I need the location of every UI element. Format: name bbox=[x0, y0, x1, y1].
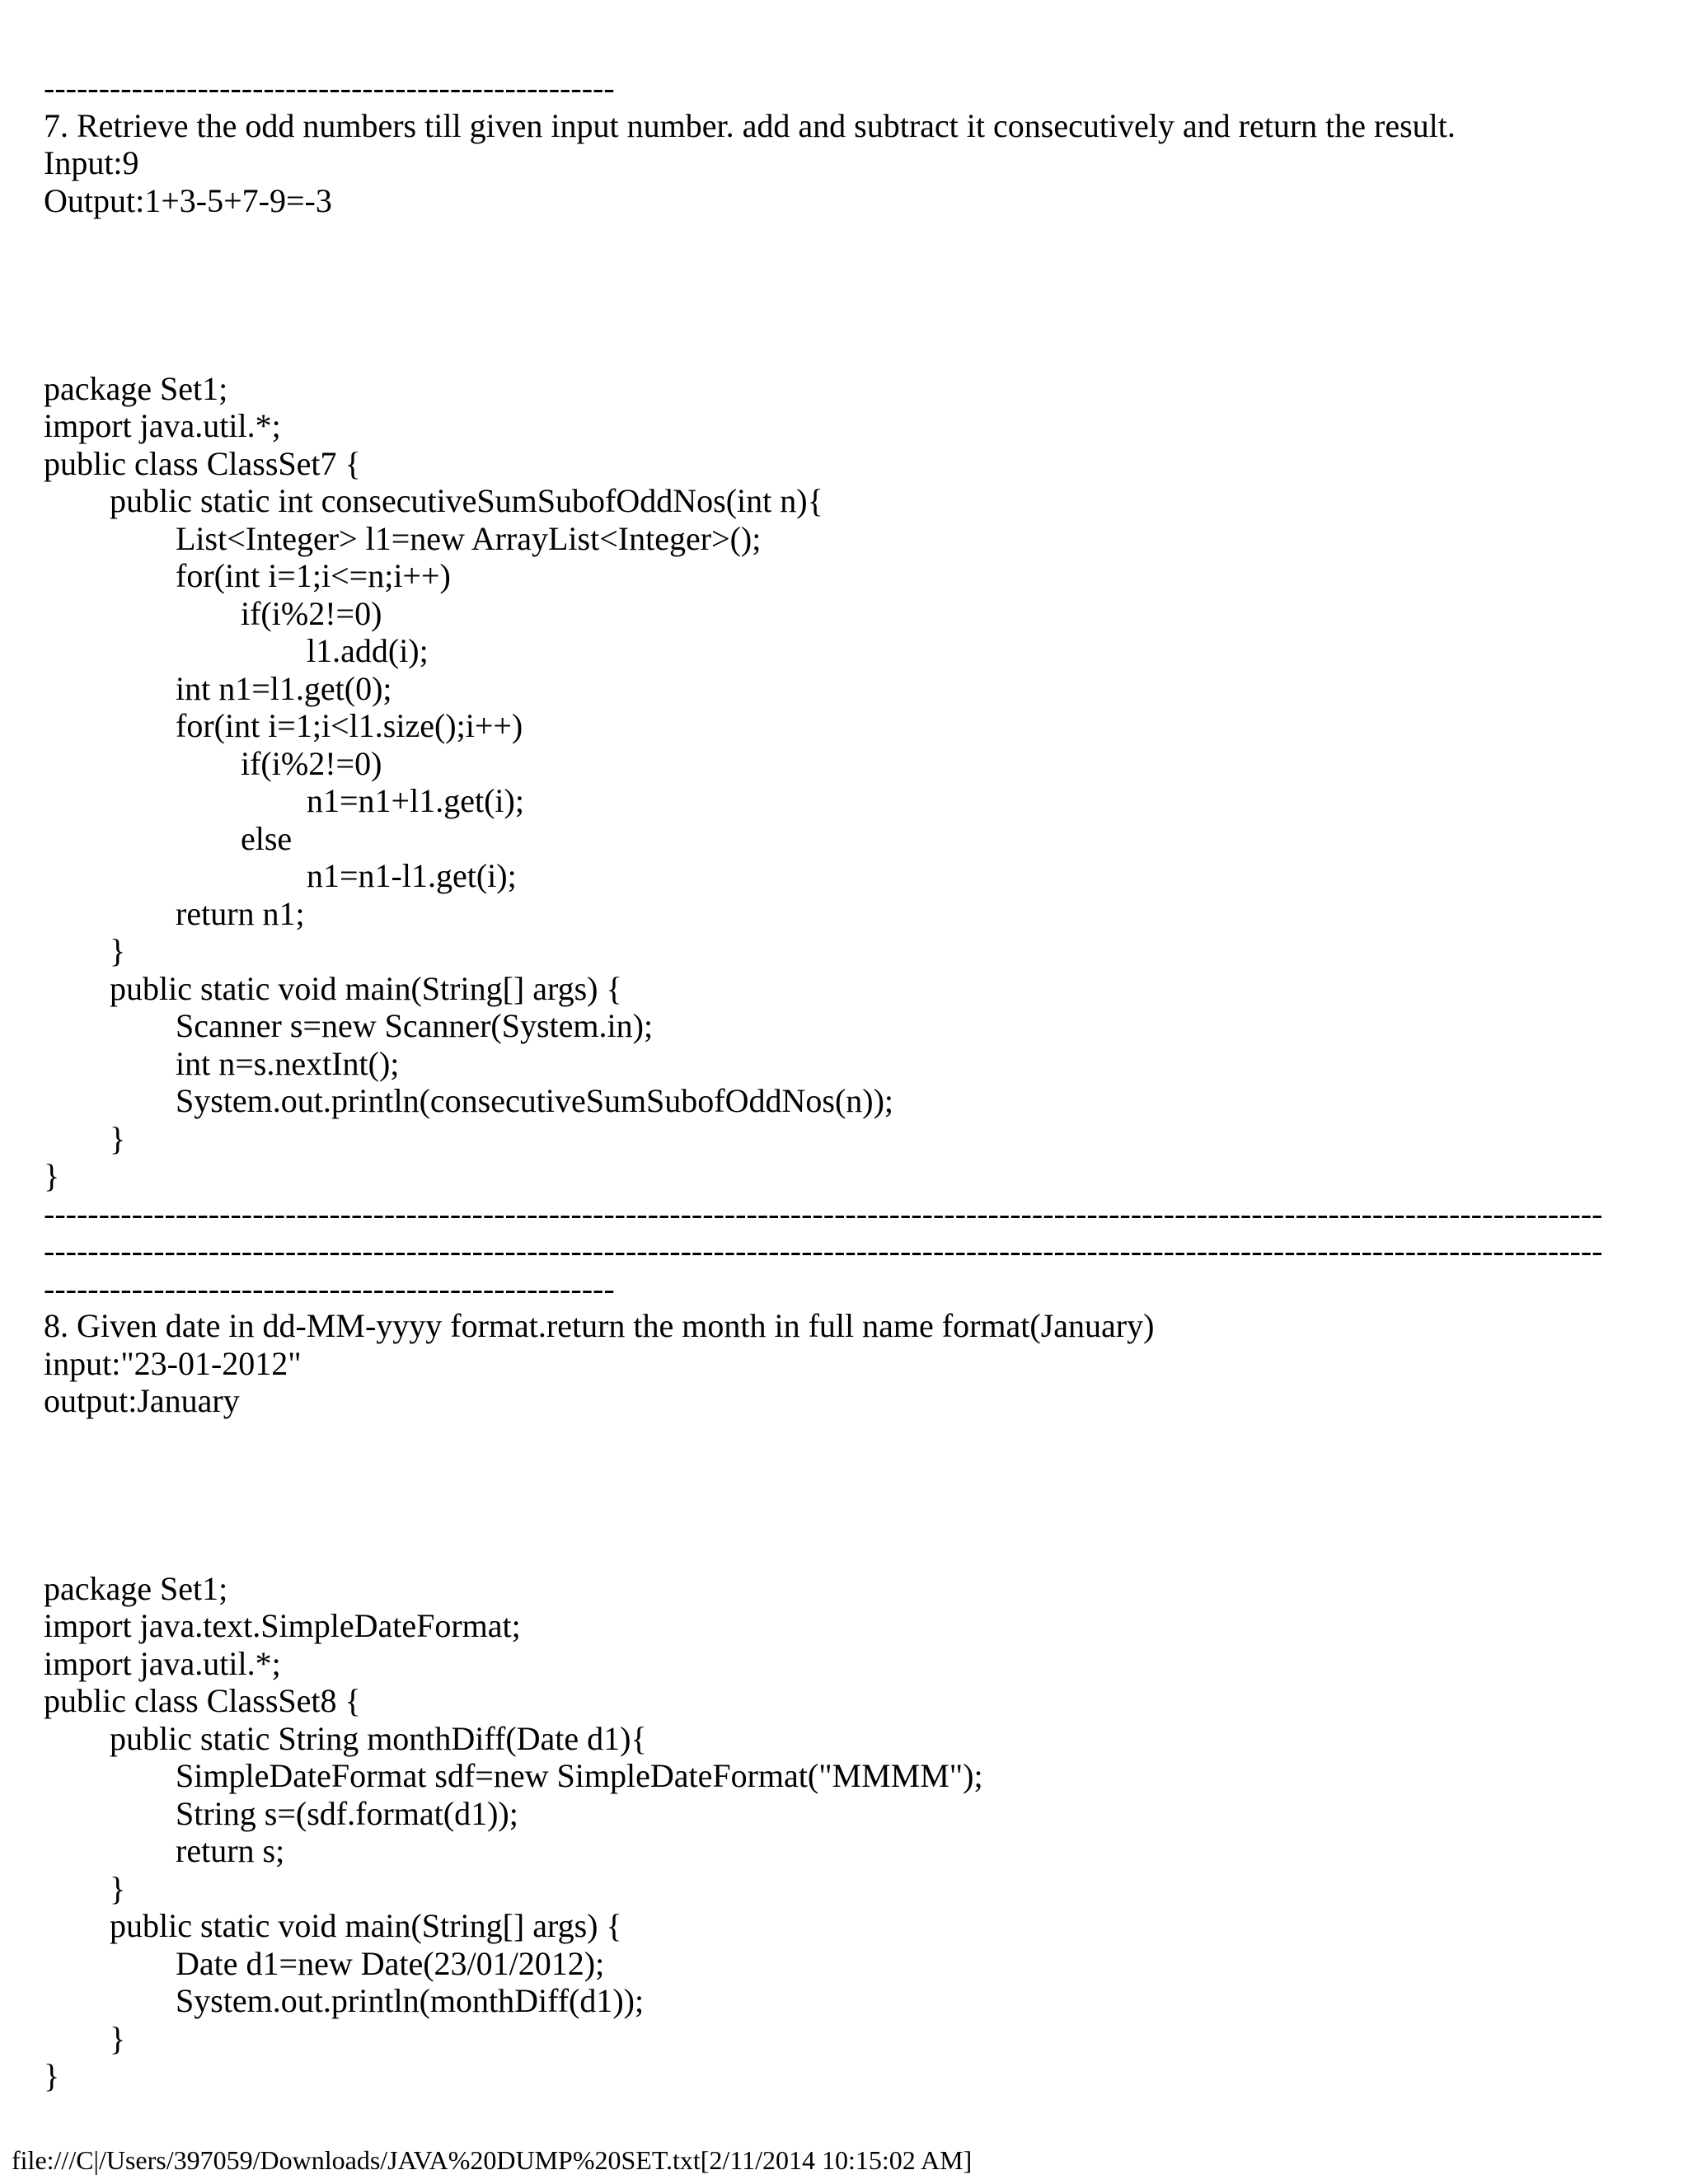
code-line: public static String monthDiff(Date d1){ bbox=[110, 1720, 647, 1757]
code-line: package Set1; bbox=[44, 1570, 228, 1607]
question-8-input: input:"23-01-2012" bbox=[44, 1345, 302, 1382]
code-line: return s; bbox=[176, 1832, 285, 1869]
code-line: for(int i=1;i<l1.size();i++) bbox=[176, 707, 523, 744]
code-line: String s=(sdf.format(d1)); bbox=[176, 1795, 518, 1832]
code-line: for(int i=1;i<=n;i++) bbox=[176, 557, 451, 594]
code-line: else bbox=[241, 820, 293, 857]
code-line: public static int consecutiveSumSubofOddNos(int n){ bbox=[110, 482, 823, 519]
code-line: System.out.println(monthDiff(d1)); bbox=[176, 1982, 645, 2019]
code-line: return n1; bbox=[176, 895, 305, 932]
code-line: n1=n1+l1.get(i); bbox=[307, 782, 524, 819]
separator-rule: ---------------------------------------------------------------------------------------------------------------------------------------------- bbox=[44, 1232, 1603, 1269]
code-line: } bbox=[110, 1120, 126, 1157]
code-line: public static void main(String[] args) { bbox=[110, 970, 622, 1007]
code-line: } bbox=[44, 2057, 60, 2094]
code-line: Date d1=new Date(23/01/2012); bbox=[176, 1945, 605, 1982]
code-line: SimpleDateFormat sdf=new SimpleDateFormat("MMMM"); bbox=[176, 1757, 983, 1794]
code-line: List<Integer> l1=new ArrayList<Integer>(); bbox=[176, 520, 762, 557]
code-line: Scanner s=new Scanner(System.in); bbox=[176, 1007, 654, 1044]
code-line: l1.add(i); bbox=[307, 632, 429, 669]
code-line: import java.util.*; bbox=[44, 1645, 281, 1682]
separator-rule: ---------------------------------------------------- bbox=[44, 69, 615, 106]
code-line: } bbox=[110, 932, 126, 969]
question-7-input: Input:9 bbox=[44, 144, 139, 181]
page-footer-url: file:///C|/Users/397059/Downloads/JAVA%20DUMP%20SET.txt[2/11/2014 10:15:02 AM] bbox=[12, 2145, 973, 2175]
code-line: } bbox=[110, 1870, 126, 1907]
code-line: public class ClassSet8 { bbox=[44, 1682, 361, 1719]
question-8: 8. Given date in dd-MM-yyyy format.return the month in full name format(January) bbox=[44, 1307, 1155, 1344]
code-line: int n1=l1.get(0); bbox=[176, 670, 392, 707]
code-line: } bbox=[44, 1157, 60, 1194]
code-line: } bbox=[110, 2020, 126, 2057]
code-line: int n=s.nextInt(); bbox=[176, 1045, 400, 1082]
code-line: import java.util.*; bbox=[44, 407, 281, 444]
question-8-output: output:January bbox=[44, 1382, 240, 1419]
question-7: 7. Retrieve the odd numbers till given input number. add and subtract it consecutively and return the result. bbox=[44, 107, 1456, 144]
code-line: package Set1; bbox=[44, 370, 228, 407]
separator-rule: ---------------------------------------------------- bbox=[44, 1270, 615, 1307]
question-7-output: Output:1+3-5+7-9=-3 bbox=[44, 182, 332, 219]
code-line: import java.text.SimpleDateFormat; bbox=[44, 1607, 521, 1644]
separator-rule: ---------------------------------------------------------------------------------------------------------------------------------------------- bbox=[44, 1195, 1603, 1232]
code-line: public class ClassSet7 { bbox=[44, 445, 361, 482]
code-line: System.out.println(consecutiveSumSubofOddNos(n)); bbox=[176, 1082, 894, 1119]
code-line: public static void main(String[] args) { bbox=[110, 1907, 622, 1944]
code-line: if(i%2!=0) bbox=[241, 595, 382, 632]
code-line: n1=n1-l1.get(i); bbox=[307, 857, 517, 894]
code-line: if(i%2!=0) bbox=[241, 745, 382, 782]
